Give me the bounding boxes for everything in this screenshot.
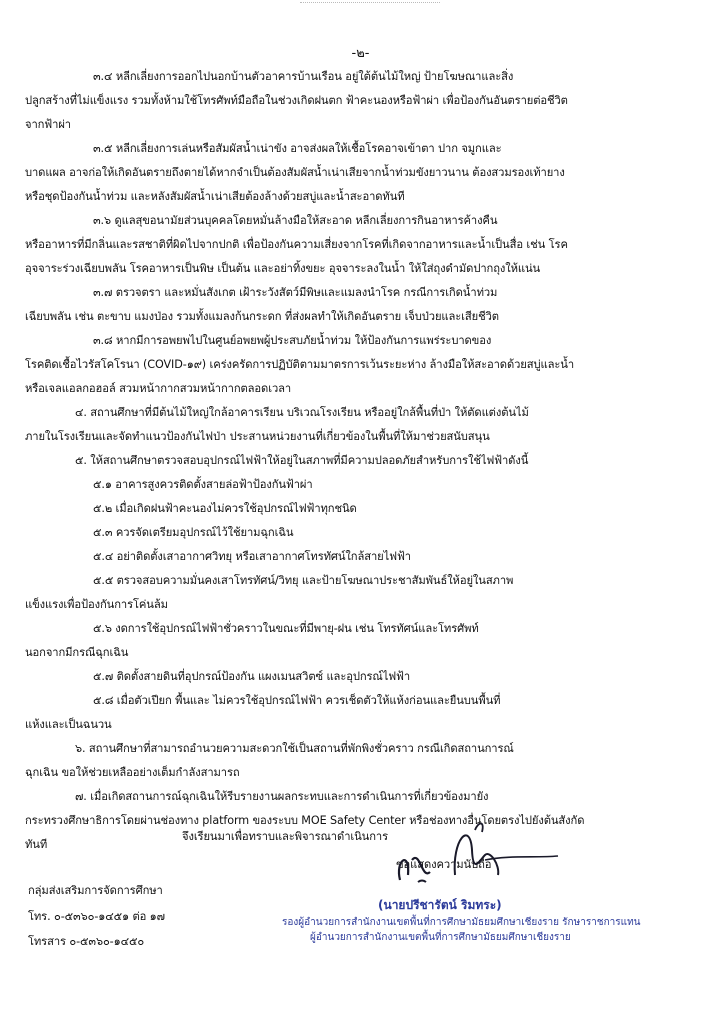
body-text-line: ๕.๑ อาคารสูงควรติดตั้งสายล่อฟ้าป้องกันฟ้าผ่า: [93, 478, 313, 491]
body-text-line: ๕.๔ อย่าติดตั้งเสาอากาศวิทยุ หรือเสาอากาศโทรทัศน์ใกล้สายไฟฟ้า: [93, 550, 411, 563]
body-text-line: ๕.๒ เมื่อเกิดฝนฟ้าคะนองไม่ควรใช้อุปกรณ์ไฟฟ้าทุกชนิด: [93, 502, 357, 515]
signer-position-line2: ผู้อำนวยการสำนักงานเขตพื้นที่การศึกษามัธยมศึกษาเชียงราย: [310, 932, 571, 943]
regards-line: ขอแสดงความนับถือ: [396, 858, 492, 871]
body-text-line: ปลูกสร้างที่ไม่แข็งแรง รวมทั้งห้ามใช้โทรศัพท์มือถือในช่วงเกิดฝนตก ฟ้าคะนองหรือฟ้าผ่า เพื่อป้องกันอันตรายต่อชีวิต: [25, 94, 568, 107]
handwritten-signature: [360, 820, 560, 900]
body-text-line: ๓.๖ ดูแลสุขอนามัยส่วนบุคคลโดยหมั่นล้างมือให้สะอาด หลีกเลี่ยงการกินอาหารค้างคืน: [93, 214, 498, 227]
signer-position-line1: รองผู้อำนวยการสำนักงานเขตพื้นที่การศึกษามัธยมศึกษาเชียงราย รักษาราชการแทน: [282, 917, 641, 928]
header-remnant: [300, 2, 440, 9]
body-text-line: หรืออาหารที่มีกลิ่นและรสชาติที่ผิดไปจากปกติ เพื่อป้องกันความเสี่ยงจากโรคที่เกิดจากอาหารและน้ำเป็นสื่อ เช่น โรค: [25, 238, 568, 251]
body-text-line: เฉียบพลัน เช่น ตะขาบ แมงป่อง รวมทั้งแมลงก้นกระดก ที่ส่งผลทำให้เกิดอันตราย เจ็บป่วยและเสียชีวิต: [25, 310, 499, 323]
body-text-line: ๕.๗ ติดตั้งสายดินที่อุปกรณ์ป้องกัน แผงเมนสวิตซ์ และอุปกรณ์ไฟฟ้า: [93, 670, 411, 683]
body-text-line: ทันที: [25, 838, 48, 851]
body-text-line: แข็งแรงเพื่อป้องกันการโค่นล้ม: [25, 598, 168, 611]
body-text-line: ๔. สถานศึกษาที่มีต้นไม้ใหญ่ใกล้อาคารเรียน บริเวณโรงเรียน หรืออยู่ใกล้พื้นที่ป่า ให้ตัดแต่งต้นไม้: [75, 406, 529, 419]
closing-line: จึงเรียนมาเพื่อทราบและพิจารณาดำเนินการ: [182, 830, 388, 843]
page-number: -๒-: [351, 46, 370, 61]
body-text-line: ๕.๓ ควรจัดเตรียมอุปกรณ์ไว้ใช้ยามฉุกเฉิน: [93, 526, 294, 539]
body-text-line: ๕.๘ เมื่อตัวเปียก พื้นและ ไม่ควรใช้อุปกรณ์ไฟฟ้า ควรเช็ดตัวให้แห้งก่อนและยืนบนพื้นที่: [93, 694, 501, 707]
body-text-line: ภายในโรงเรียนและจัดทำแนวป้องกันไฟป่า ประสานหน่วยงานที่เกี่ยวข้องในพื้นที่ให้มาช่วยสนับสนุน: [25, 430, 490, 443]
body-text-line: บาดแผล อาจก่อให้เกิดอันตรายถึงตายได้หากจำเป็นต้องสัมผัสน้ำเน่าเสียจากน้ำท่วมขังยาวนาน ต้องสวมรองเท้ายาง: [25, 166, 565, 179]
body-text-line: ๓.๘ หากมีการอพยพไปในศูนย์อพยพผู้ประสบภัยน้ำท่วม ให้ป้องกันการแพร่ระบาดของ: [93, 334, 492, 347]
body-text-line: ๓.๕ หลีกเลี่ยงการเล่นหรือสัมผัสน้ำเน่าขัง อาจส่งผลให้เชื้อโรคอาจเข้าตา ปาก จมูกและ: [93, 142, 502, 155]
body-text-line: ๖. สถานศึกษาที่สามารถอำนวยความสะดวกใช้เป็นสถานที่พักพิงชั่วคราว กรณีเกิดสถานการณ์: [75, 742, 514, 755]
body-text-line: หรือเจลแอลกอฮอล์ สวมหน้ากากสวมหน้ากากตลอดเวลา: [25, 382, 292, 395]
body-text-line: นอกจากมีกรณีฉุกเฉิน: [25, 646, 129, 659]
signer-name: (นายปรีชารัตน์ ริมทระ): [378, 898, 502, 912]
body-text-line: อุจจาระร่วงเฉียบพลัน โรคอาหารเป็นพิษ เป็นต้น และอย่าทิ้งขยะ อุจจาระลงในน้ำ ให้ใส่ถุงดำมัดปากถุงให้แน่น: [25, 262, 541, 275]
body-text-line: หรือชุดป้องกันน้ำท่วม และหลังสัมผัสน้ำเน่าเสียต้องล้างด้วยสบู่และน้ำสะอาดทันที: [25, 190, 405, 203]
body-text-line: โรคติดเชื้อไวรัสโคโรนา (COVID-๑๙) เคร่งครัดการปฏิบัติตามมาตรการเว้นระยะห่าง ล้างมือให้สะอาดด้วยสบู่และน้ำ: [25, 358, 575, 371]
footer-fax: โทรสาร ๐-๕๓๖๐-๑๔๕๐: [28, 935, 145, 948]
body-text-line: ๕. ให้สถานศึกษาตรวจสอบอุปกรณ์ไฟฟ้าให้อยู่ในสภาพที่มีความปลอดภัยสำหรับการใช้ไฟฟ้าดังนี้: [75, 454, 529, 467]
body-text-line: แห้งและเป็นฉนวน: [25, 718, 112, 731]
footer-department: กลุ่มส่งเสริมการจัดการศึกษา: [28, 884, 163, 897]
body-text-line: จากฟ้าผ่า: [25, 118, 71, 131]
footer-phone: โทร. ๐-๕๓๖๐-๑๔๕๑ ต่อ ๑๗: [28, 910, 165, 923]
body-text-line: ๓.๔ หลีกเลี่ยงการออกไปนอกบ้านตัวอาคารบ้านเรือน อยู่ใต้ต้นไม้ใหญ่ ป้ายโฆษณาและสิ่ง: [93, 70, 514, 83]
body-text-line: ๕.๖ งดการใช้อุปกรณ์ไฟฟ้าชั่วคราวในขณะที่มีพายุ-ฝน เช่น โทรทัศน์และโทรศัพท์: [93, 622, 479, 635]
body-text-line: ๕.๕ ตรวจสอบความมั่นคงเสาโทรทัศน์/วิทยุ และป้ายโฆษณาประชาสัมพันธ์ให้อยู่ในสภาพ: [93, 574, 514, 587]
body-text-line: กระทรวงศึกษาธิการโดยผ่านช่องทาง platform ของระบบ MOE Safety Center หรือช่องทางอื่นโดยตรงไปยังต้นสังกัด: [25, 814, 585, 827]
body-text-line: ๓.๗ ตรวจตรา และหมั่นสังเกต เฝ้าระวังสัตว์มีพิษและแมลงนำโรค กรณีการเกิดน้ำท่วม: [93, 286, 498, 299]
body-text-line: ฉุกเฉิน ขอให้ช่วยเหลืออย่างเต็มกำลังสามารถ: [25, 766, 240, 779]
body-text-line: ๗. เมื่อเกิดสถานการณ์ฉุกเฉินให้รีบรายงานผลกระทบและการดำเนินการที่เกี่ยวข้องมายัง: [75, 790, 489, 803]
